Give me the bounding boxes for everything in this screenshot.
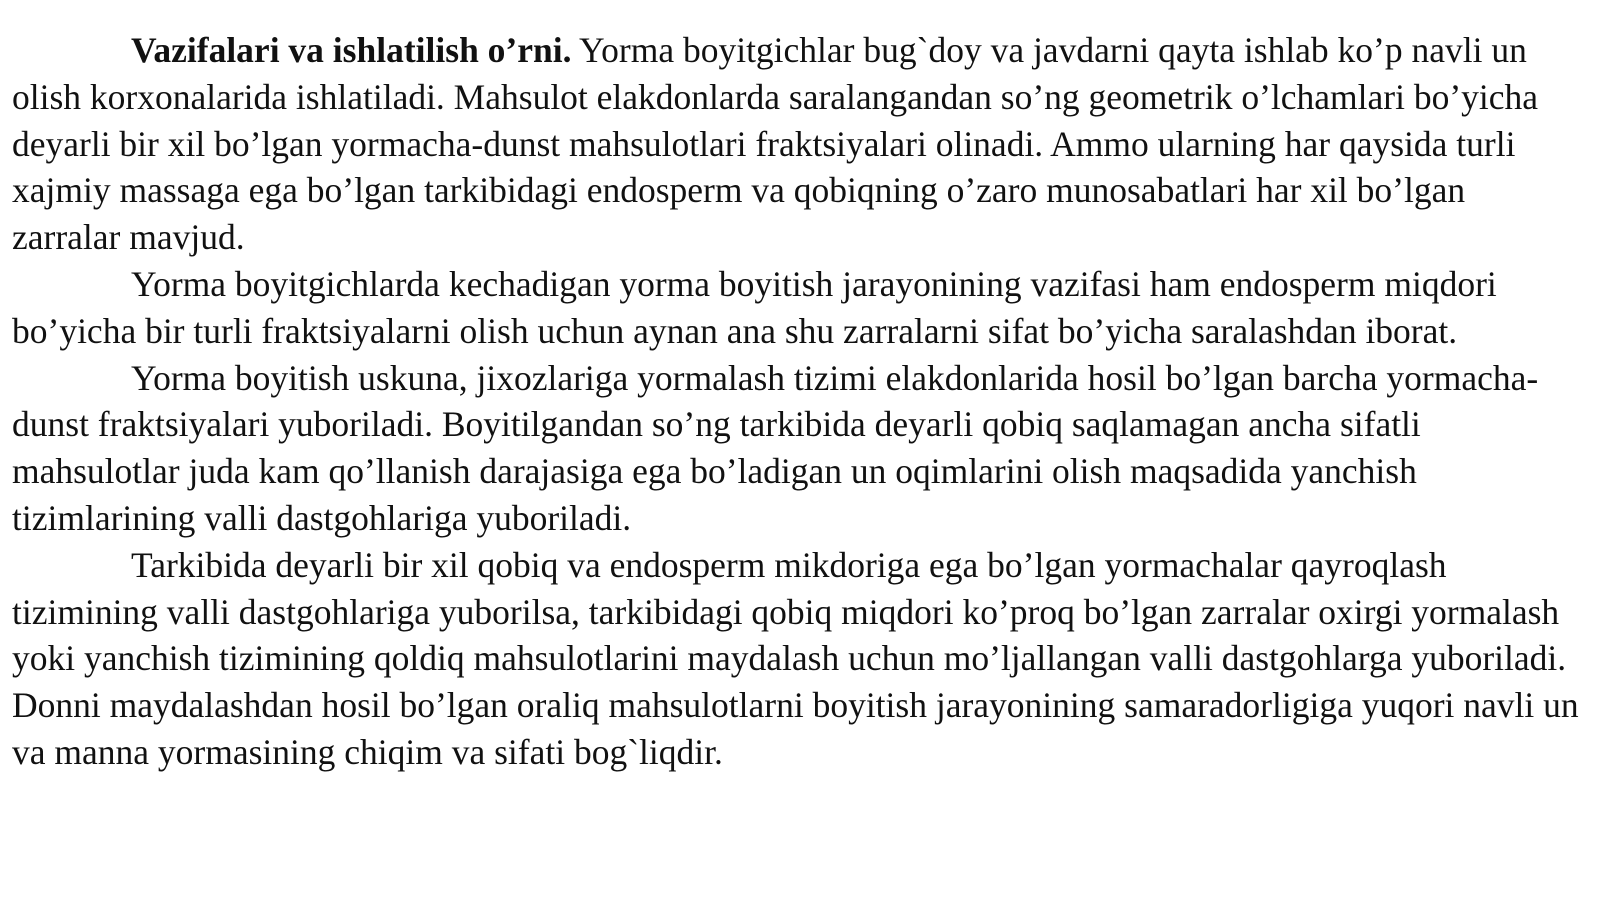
paragraph-1 <box>12 27 1582 261</box>
paragraph-3: Yorma boyitish uskuna, jixozlariga yormalash tizimi elakdonlarida hosil bo’lgan barcha yormacha-dunst fraktsiyalari yuboriladi. Boyitilgandan so’ng tarkibida deyarli qobiq saqlamagan ancha sifatli mahsulotlar juda kam qo’llanish darajasiga ega bo’ladigan un oqimlarini olish maqsadida yanchish tizimlarining valli dastgohlariga yuboriladi. <box>12 357 1539 538</box>
paragraph-2: Yorma boyitgichlarda kechadigan yorma boyitish jarayonining vazifasi ham endosperm miqdori bo’yicha bir turli fraktsiyalarni olish uchun aynan ana shu zarralarni sifat bo’yicha saralashdan iborat. <box>12 263 1497 351</box>
section-heading: Vazifalari va ishlatilish o’rni. <box>131 30 572 70</box>
document-body <box>12 27 1582 776</box>
paragraph-4: Tarkibida deyarli bir xil qobiq va endosperm mikdoriga ega bo’lgan yormachalar qayroqlash tizimining valli dastgohlariga yuborilsa, tarkibidagi qobiq miqdori ko’proq bo’lgan zarralar oxirgi yormalash yoki yanchish tizimining qoldiq mahsulotlarini maydalash uchun mo’ljallangan valli dastgohlarga yuboriladi. Donni maydalashdan hosil bo’lgan oraliq mahsulotlarni boyitish jarayonining samaradorligiga yuqori navli un va manna yormasining chiqim va sifati bog`liqdir. <box>12 544 1579 772</box>
paragraph-1-text: Yorma boyitgichlar bug`doy va javdarni qayta ishlab ko’p navli un olish korxonalarida ishlatiladi. Mahsulot elakdonlarda saralangandan so’ng geometrik o’lchamlari bo’yicha deyarli bir xil bo’lgan yormacha-dunst mahsulotlari fraktsiyalari olinadi. Ammo ularning har qaysida turli xajmiy massaga ega bo’lgan tarkibidagi endosperm va qobiqning o’zaro munosabatlari har xil bo’lgan zarralar mavjud. <box>12 30 1539 258</box>
